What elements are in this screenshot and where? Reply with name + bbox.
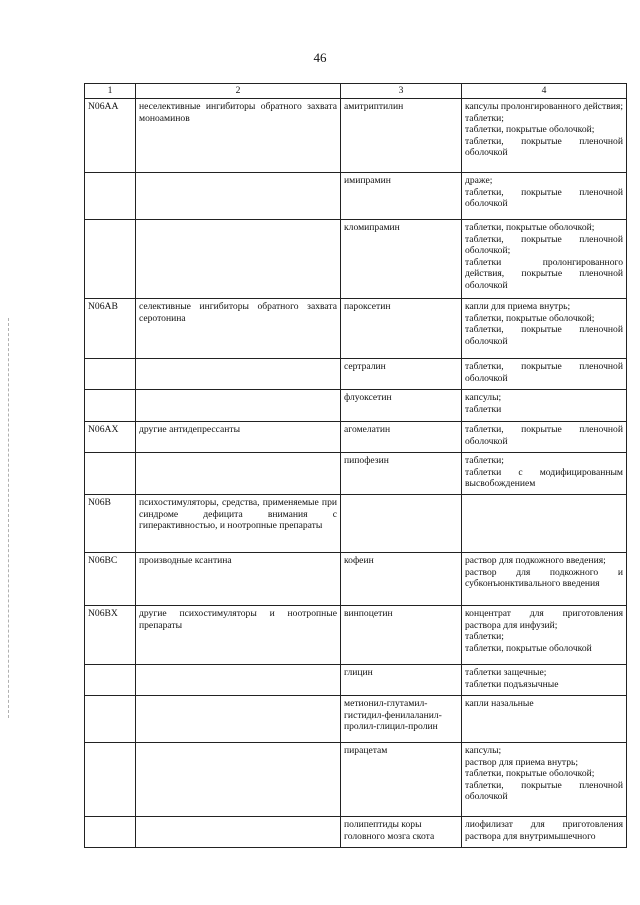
dosage-forms-cell xyxy=(462,173,627,220)
table-row xyxy=(85,743,627,817)
dosage-form: таблетки, покрытые оболочкой; xyxy=(465,312,595,324)
dosage-form: таблетки подъязычные xyxy=(465,678,559,690)
atc-code-cell xyxy=(85,665,136,696)
atc-code-cell: N06AA xyxy=(85,99,136,173)
drug-name-cell: агомелатин xyxy=(341,422,462,453)
dosage-form: таблетки; xyxy=(465,455,504,466)
group-cell: производные ксантина xyxy=(136,553,341,606)
drug-name-cell: сертралин xyxy=(341,359,462,390)
table-row xyxy=(85,220,627,299)
atc-code-cell xyxy=(85,453,136,495)
table-row xyxy=(85,99,627,173)
group-cell: другие психостимуляторы и ноотропные препараты xyxy=(136,606,341,665)
table-row xyxy=(85,390,627,422)
page-number: 46 xyxy=(313,50,327,65)
atc-code-cell: N06BC xyxy=(85,553,136,606)
table-row xyxy=(85,299,627,359)
table-row xyxy=(85,359,627,390)
dosage-form: раствор для подкожного и субконъюнктивального введения xyxy=(465,566,623,589)
dosage-forms-cell xyxy=(462,220,627,299)
column-header-1: 1 xyxy=(85,84,136,99)
dosage-forms-cell xyxy=(462,743,627,817)
dosage-form: таблетки, покрытые пленочной оболочкой xyxy=(465,779,623,802)
group-cell: неселективные ингибиторы обратного захвата моноаминов xyxy=(136,99,341,173)
table-body xyxy=(85,99,627,848)
dosage-forms-cell xyxy=(462,453,627,495)
group-cell xyxy=(136,359,341,390)
dosage-form: концентрат для приготовления раствора для инфузий; xyxy=(465,608,623,631)
dosage-forms-cell xyxy=(462,422,627,453)
dosage-form: раствор для приема внутрь; xyxy=(465,756,579,768)
dosage-form: капсулы пролонгированного действия; xyxy=(465,101,623,112)
table-header-row xyxy=(85,84,627,99)
group-cell: другие антидепрессанты xyxy=(136,422,341,453)
table-row xyxy=(85,453,627,495)
drug-name-cell: метионил-глутамил-гистидил-фенилаланил-пролил-глицил-пролин xyxy=(341,696,462,743)
dosage-forms-cell xyxy=(462,299,627,359)
atc-code-cell: N06B xyxy=(85,495,136,553)
dosage-form: таблетки защечные; xyxy=(465,667,547,678)
dosage-forms-cell xyxy=(462,495,627,553)
dosage-form: капли назальные xyxy=(465,698,534,709)
table-row xyxy=(85,696,627,743)
atc-code-cell: N06AB xyxy=(85,299,136,359)
dosage-form: таблетки, покрытые пленочной оболочкой; xyxy=(465,233,623,256)
group-cell: психостимуляторы, средства, применяемые при синдроме дефицита внимания с гиперактивностью, и ноотропные препараты xyxy=(136,495,341,553)
drug-name-cell: амитриптилин xyxy=(341,99,462,173)
atc-code-cell xyxy=(85,743,136,817)
dosage-forms-cell xyxy=(462,359,627,390)
drug-table xyxy=(84,83,627,848)
atc-code-cell xyxy=(85,173,136,220)
dosage-form: таблетки, покрытые оболочкой; xyxy=(465,222,595,233)
atc-code-cell xyxy=(85,390,136,422)
atc-code-cell: N06BX xyxy=(85,606,136,665)
atc-code-cell xyxy=(85,220,136,299)
dosage-form: капсулы; xyxy=(465,745,502,756)
dosage-forms-cell xyxy=(462,696,627,743)
column-header-4: 4 xyxy=(462,84,627,99)
dosage-forms-cell xyxy=(462,606,627,665)
column-header-2: 2 xyxy=(136,84,341,99)
group-cell xyxy=(136,220,341,299)
atc-code-cell xyxy=(85,817,136,848)
column-header-3: 3 xyxy=(341,84,462,99)
dosage-form: таблетки; xyxy=(465,631,504,642)
group-cell xyxy=(136,390,341,422)
dosage-form: капли для приема внутрь; xyxy=(465,301,571,312)
dosage-forms-cell xyxy=(462,665,627,696)
atc-code-cell: N06AX xyxy=(85,422,136,453)
table-row xyxy=(85,817,627,848)
table-row xyxy=(85,495,627,553)
dosage-form: таблетки, покрытые оболочкой; xyxy=(465,768,595,779)
group-cell xyxy=(136,743,341,817)
drug-name-cell: кломипрамин xyxy=(341,220,462,299)
drug-name-cell xyxy=(341,495,462,553)
table-row xyxy=(85,422,627,453)
dosage-form: таблетки, покрытые пленочной оболочкой xyxy=(465,186,623,209)
drug-name-cell: винпоцетин xyxy=(341,606,462,665)
dosage-form: капсулы; xyxy=(465,392,502,403)
drug-name-cell: пирацетам xyxy=(341,743,462,817)
atc-code-cell xyxy=(85,359,136,390)
group-cell: селективные ингибиторы обратного захвата серотонина xyxy=(136,299,341,359)
drug-name-cell: глицин xyxy=(341,665,462,696)
drug-name-cell: пипофезин xyxy=(341,453,462,495)
group-cell xyxy=(136,817,341,848)
dosage-forms-cell xyxy=(462,817,627,848)
dosage-form: таблетки; xyxy=(465,112,504,124)
group-cell xyxy=(136,665,341,696)
drug-name-cell: полипептиды коры головного мозга скота xyxy=(341,817,462,848)
table-row xyxy=(85,665,627,696)
drug-name-cell: кофеин xyxy=(341,553,462,606)
dosage-form: раствор для подкожного введения; xyxy=(465,555,606,566)
dosage-form: таблетки, покрытые оболочкой; xyxy=(465,124,595,135)
dosage-form: таблетки, покрытые пленочной оболочкой xyxy=(465,324,623,347)
dosage-form: таблетки, покрытые пленочной оболочкой xyxy=(465,135,623,158)
dosage-form: таблетки пролонгированного действия, покрытые пленочной оболочкой xyxy=(465,256,623,291)
dosage-form: лиофилизат для приготовления раствора для внутримышечного xyxy=(465,819,623,842)
dosage-form: таблетки с модифицированным высвобождением xyxy=(465,466,623,489)
atc-code-cell xyxy=(85,696,136,743)
dosage-form: драже; xyxy=(465,175,493,186)
group-cell xyxy=(136,696,341,743)
dosage-form: таблетки xyxy=(465,403,502,415)
table-row xyxy=(85,173,627,220)
dosage-forms-cell xyxy=(462,553,627,606)
group-cell xyxy=(136,453,341,495)
dosage-forms-cell xyxy=(462,390,627,422)
table-row xyxy=(85,553,627,606)
table-row xyxy=(85,606,627,665)
group-cell xyxy=(136,173,341,220)
drug-name-cell: флуоксетин xyxy=(341,390,462,422)
drug-name-cell: имипрамин xyxy=(341,173,462,220)
dosage-form: таблетки, покрытые пленочной оболочкой xyxy=(465,424,623,447)
margin-mark xyxy=(8,318,9,718)
dosage-form: таблетки, покрытые оболочкой xyxy=(465,642,592,654)
dosage-form: таблетки, покрытые пленочной оболочкой xyxy=(465,361,623,384)
dosage-forms-cell xyxy=(462,99,627,173)
drug-name-cell: пароксетин xyxy=(341,299,462,359)
